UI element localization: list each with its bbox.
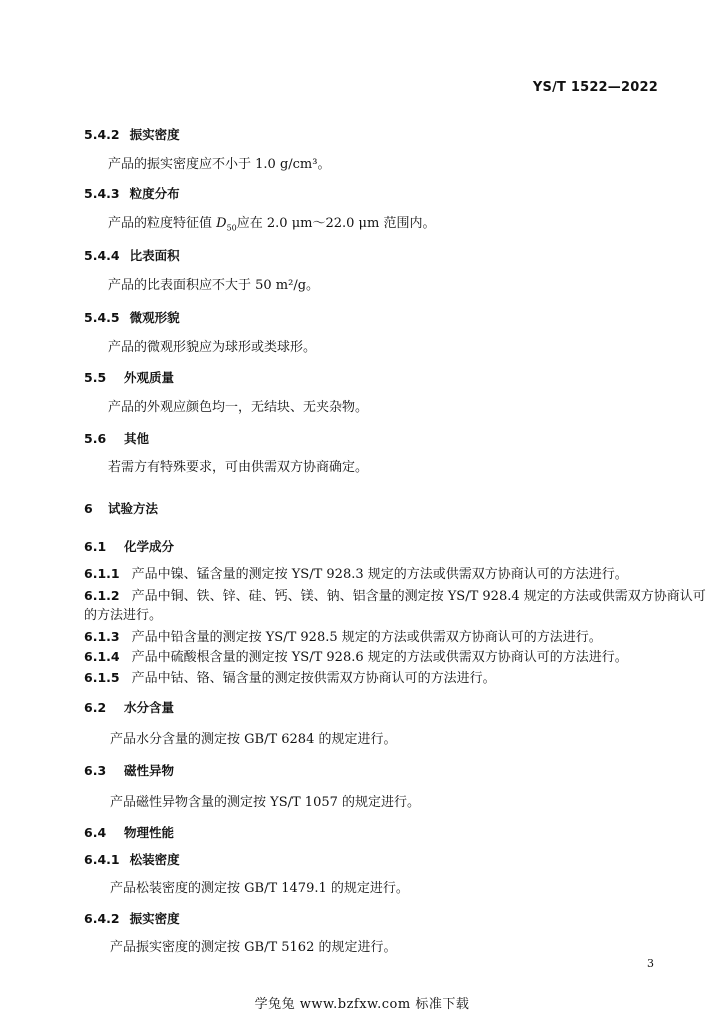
heading-6-3: 6.3 磁性异物 (84, 763, 175, 778)
paragraph-6-4-2: 产品振实密度的测定按 GB/T 5162 的规定进行。 (110, 940, 397, 955)
paragraph-5-5: 产品的外观应颜色均一，无结块、无夹杂物。 (108, 400, 369, 415)
clause-6-1-1: 6.1.1 产品中镍、锰含量的测定按 YS/T 928.3 规定的方法或供需双方协商认可的方法进行。 (84, 566, 628, 582)
page-number: 3 (647, 957, 654, 970)
paragraph-6-2: 产品水分含量的测定按 GB/T 6284 的规定进行。 (110, 732, 397, 747)
paragraph-6-3: 产品磁性异物含量的测定按 YS/T 1057 的规定进行。 (110, 795, 421, 810)
paragraph-5-4-3: 产品的粒度特征值 $D_{50}$应在 2.0 μm～22.0 μm 范围内。 (108, 216, 436, 233)
heading-6: 6 试验方法 (84, 501, 159, 516)
paragraph-5-4-4: 产品的比表面积应不大于 50 m²/g。 (108, 278, 320, 293)
heading-6-4-2: 6.4.2 振实密度 (84, 911, 180, 926)
paragraph-5-4-2: 产品的振实密度应不小于 1.0 g/cm³。 (108, 157, 331, 172)
paragraph-5-6: 若需方有特殊要求，可由供需双方协商确定。 (108, 460, 369, 475)
heading-5-5: 5.5 外观质量 (84, 370, 175, 385)
paragraph-6-4-1: 产品松装密度的测定按 GB/T 1479.1 的规定进行。 (110, 881, 409, 896)
standard-code: YS/T 1522—2022 (532, 80, 658, 95)
d50-subscript: 50 (226, 223, 237, 233)
heading-5-4-2: 5.4.2 振实密度 (84, 127, 180, 142)
clause-6-1-4: 6.1.4 产品中硫酸根含量的测定按 YS/T 928.6 规定的方法或供需双方协商认可的方法进行。 (84, 649, 628, 665)
heading-5-4-5: 5.4.5 微观形貌 (84, 310, 180, 325)
heading-5-6: 5.6 其他 (84, 431, 150, 446)
clause-6-1-5: 6.1.5 产品中钴、铬、镉含量的测定按供需双方协商认可的方法进行。 (84, 670, 496, 686)
d50-symbol: D (216, 216, 227, 231)
heading-6-2: 6.2 水分含量 (84, 700, 175, 715)
clause-6-1-3: 6.1.3 产品中铅含量的测定按 YS/T 928.5 规定的方法或供需双方协商认可的方法进行。 (84, 629, 602, 645)
heading-5-4-4: 5.4.4 比表面积 (84, 248, 180, 263)
heading-6-4-1: 6.4.1 松装密度 (84, 852, 180, 867)
clause-6-1-2: 6.1.2 产品中铜、铁、锌、硅、钙、镁、钠、铝含量的测定按 YS/T 928.4 规定的方法或供需双方协商认可 (84, 588, 706, 604)
heading-6-4: 6.4 物理性能 (84, 825, 175, 840)
heading-5-4-3: 5.4.3 粒度分布 (84, 186, 180, 201)
paragraph-5-4-5: 产品的微观形貌应为球形或类球形。 (108, 340, 317, 355)
footer-watermark-text: 学兔兔 www.bzfxw.com 标准下载 (254, 997, 470, 1012)
heading-6-1: 6.1 化学成分 (84, 539, 175, 554)
clause-6-1-2-continued: 的方法进行。 (84, 608, 163, 623)
